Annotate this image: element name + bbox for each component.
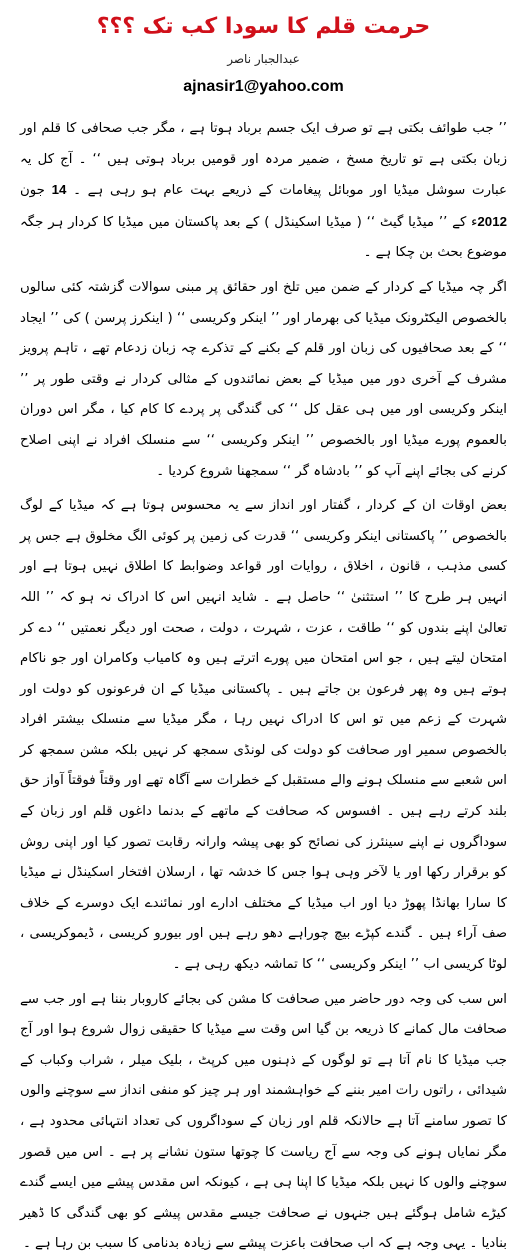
paragraph-1-text-a: ’’ جب طوائف بکتی ہے تو صرف ایک جسم برباد ہوتا ہے ، مگر جب صحافی کا قلم اور زبان بکتی ہے تو تاریخ مسخ ، ضمیر مردہ اور قومیں برباد ہوتی ہیں ‘‘ ۔ آج کل یہ عبارت سوشل میڈیا اور موبائل پیغامات کے ذریعے بہت عام ہو رہی ہے ۔ xyxy=(20,121,507,199)
author-email[interactable]: ajnasir1@yahoo.com xyxy=(183,78,344,95)
date-day: 14 xyxy=(51,182,67,198)
article-body xyxy=(20,114,507,1260)
author-name: عبدالجبار ناصر xyxy=(227,52,300,66)
paragraph-1-text-b: ء کے ’’ میڈیا گیٹ ‘‘ ( میڈیا اسکینڈل ) کے بعد پاکستان میں میڈیا کا کردار ہر جگہ موضوع بحث بن چکا ہے ۔ xyxy=(20,214,507,261)
date-month: جون xyxy=(20,183,52,199)
paragraph-2: اگر چہ میڈیا کے کردار کے ضمن میں تلخ اور حقائق پر مبنی سوالات گزشتہ کئی سالوں بالخصوص الیکٹرونک میڈیا کی بھرمار اور ’’ اینکر وکریسی ‘‘ ( اینکرز پرسن ) کی ’’ ایجاد ‘‘ کے بعد صحافیوں کی زبان اور قلم کے بکنے کے تذکرے چہ زبان زدعام تھے ، تاہم پرویز مشرف کے آخری دور میں میڈیا کے بعض نمائندوں کے مثالی کردار نے وقتی طور پر ’’ اینکر وکریسی اور میں ہی عقل کل ‘‘ کی گندگی پر پردے کا کام کیا ، مگر اس دوران بالعموم پورے میڈیا اور بالخصوص ’’ اینکر وکریسی ‘‘ سے منسلک افراد نے اپنی اصلاح کرنے کی بجائے اپنے آپ کو ’’ بادشاہ گر ‘‘ سمجھنا شروع کردیا ۔ xyxy=(20,279,507,479)
paragraph-1 xyxy=(20,114,507,269)
paragraph-4: اس سب کی وجہ دور حاضر میں صحافت کا مشن کی بجائے کاروبار بننا ہے اور جب سے صحافت مال کمانے کا ذریعہ بن گیا اس وقت سے میڈیا کا حقیقی زوال شروع ہوا اور آج جب میڈیا کا نام آتا ہے تو لوگوں کے ذہنوں میں کرپٹ ، بلیک میلر ، شراب وکباب کے شیدائی ، راتوں رات امیر بننے کے خواہشمند اور ہر چیز کو منفی انداز سے سوچنے والوں کا تصور سامنے آتا ہے حالانکہ قلم اور زبان کے سوداگروں کی تعداد انتہائی محدود ہے ، مگر نمایاں ہونے کی وجہ سے آج ریاست کا چوتھا ستون نشانے پر ہے ۔ اس میں قصور سوچنے والوں کا نہیں بلکہ میڈیا کا اپنا ہی ہے ، کیونکہ اس مقدس پیشے میں ایسے گندے کیڑے شامل ہوگئے ہیں جنہوں نے صحافت جیسے مقدس پیشے کو بھی گندگی کا ڈھیر بنادیا ۔ یہی وجہ ہے کہ اب صحافت باعزت پیشے سے زیادہ بدنامی کا سبب بن رہا ہے ۔ xyxy=(20,991,507,1252)
paragraph-3: بعض اوقات ان کے کردار ، گفتار اور انداز سے یہ محسوس ہوتا ہے کہ میڈیا کے لوگ بالخصوص ’’ پاکستانی اینکر وکریسی ‘‘ قدرت کی زمین پر کوئی الگ مخلوق ہے جس پر کسی مذہب ، قانون ، اخلاق ، روایات اور قواعد وضوابط کا اطلاق نہیں ہوتا ہے اور انہیں ہر طرح کا ’’ استثنیٰ ‘‘ حاصل ہے ۔ شاید انہیں اس کا ادراک نہ ہو کہ ’’ اللہ تعالیٰ اپنے بندوں کو ‘‘ طاقت ، عزت ، شہرت ، دولت ، صحت اور دیگر نعمتیں ‘‘ دے کر امتحان لیتے ہیں ، جو اس امتحان میں پورے اترتے ہیں وہ کامیاب وکامران اور جو ناکام ہوتے ہیں وہ پھر فرعون بن جاتے ہیں ۔ پاکستانی میڈیا کے ان فرعونوں کو دولت اور شہرت کے زعم میں تو اس کا ادراک نہیں رہا ، مگر میڈیا سے منسلک بیشتر افراد بالخصوص سمیر اور صحافت کو دولت کی لونڈی سمجھ کر نہیں بلکہ مشن سمجھ کر اس شعبے سے منسلک ہونے والے مستقبل کے خطرات سے آگاہ تھے اور وقتاً فوقتاً آواز حق بلند کرتے رہے ہیں ۔ افسوس کہ صحافت کے ماتھے کے بدنما داغوں قلم اور زبان کے سوداگروں نے اپنے سینئرز کی نصائح کو بھی پیشہ وارانہ رقابت تصور کیا اور اپنی روش کو برقرار رکھا اور یا لآخر وہی ہوا جس کا خدشہ تھا ، ارسلان افتخار اسکینڈل نے میڈیا کا سارا بھانڈا پھوڑ دیا اور اب میڈیا کے مختلف ادارے اور نمائندے ایک دوسرے کے خلاف صف آراء ہیں ۔ گندے کپڑے بیچ چوراہے دھو رہے ہیں اور بیورو کریسی ، ڈیموکریسی ، لوٹا کریسی اب ’’ اینکر وکریسی ‘‘ کا تماشہ دیکھ رہی ہے ۔ xyxy=(20,498,507,973)
date-year: 2012 xyxy=(477,213,507,229)
article-title: حرمت قلم کا سودا کب تک ؟؟؟ xyxy=(96,14,431,39)
